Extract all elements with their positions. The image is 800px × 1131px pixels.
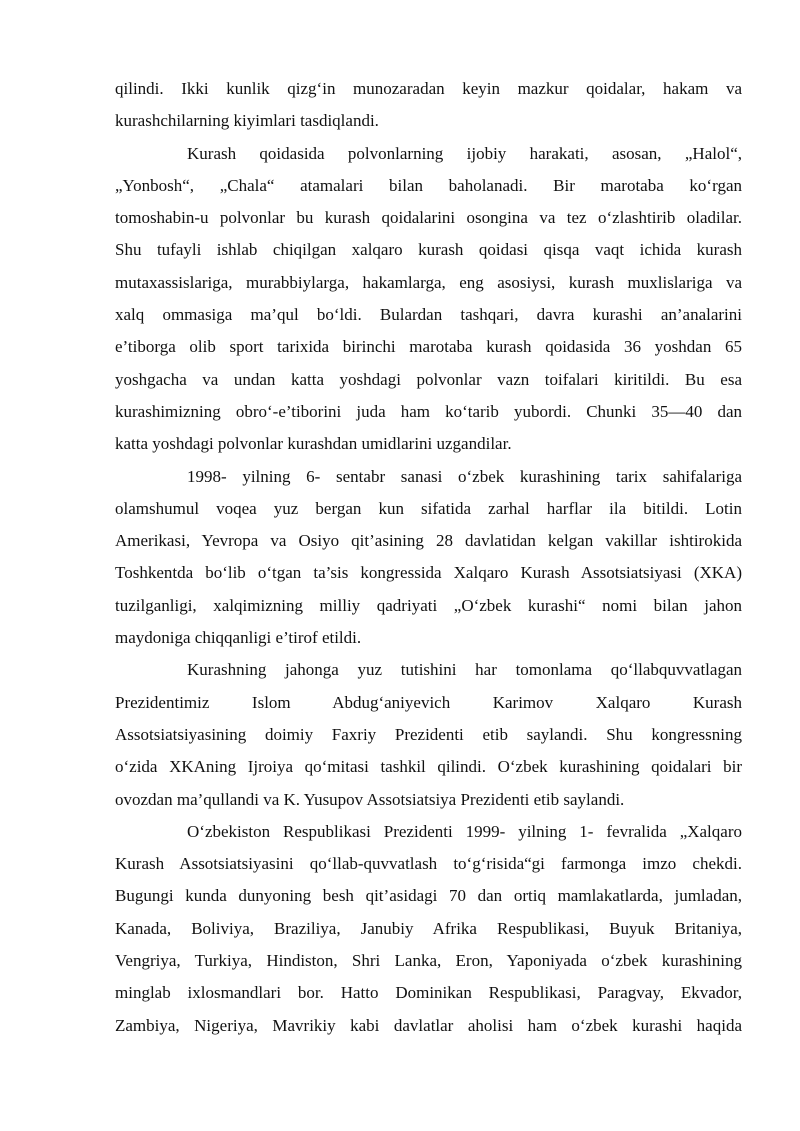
- text-line: Bugungi kunda dunyoning besh qit’asidagi 70 dan ortiq mamlakatlarda, jumladan,: [115, 886, 742, 906]
- text-line: 1998- yilning 6- sentabr sanasi o‘zbek kurashining tarix sahifalariga: [187, 466, 742, 486]
- text-line: ovozdan ma’qullandi va K. Yusupov Assotsiatsiya Prezidenti etib saylandi.: [115, 789, 625, 809]
- document-page: [115, 73, 742, 1042]
- text-line: Kurash qoidasida polvonlarning ijobiy harakati, asosan, „Halol“,: [187, 143, 742, 163]
- text-line: Kurashning jahonga yuz tutishini har tomonlama qo‘llabquvvatlagan: [187, 660, 742, 680]
- text-line: yoshgacha va undan katta yoshdagi polvonlar vazn toifalari kiritildi. Bu esa: [115, 369, 742, 389]
- text-line: mutaxassislariga, murabbiylarga, hakamlarga, eng asosiysi, kurash muxlislariga va: [115, 272, 742, 292]
- text-line: Kanada, Boliviya, Braziliya, Janubiy Afrika Respublikasi, Buyuk Britaniya,: [115, 918, 742, 938]
- text-line: O‘zbekiston Respublikasi Prezidenti 1999- yilning 1- fevralida „Xalqaro: [187, 821, 742, 841]
- text-line: Toshkentda bo‘lib o‘tgan ta’sis kongressida Xalqaro Kurash Assotsiatsiyasi (XKA): [115, 563, 742, 583]
- text-line: kurashchilarning kiyimlari tasdiqlandi.: [115, 111, 379, 131]
- text-line: Kurash Assotsiatsiyasini qo‘llab-quvvatlash to‘g‘risida“gi farmonga imzo chekdi.: [115, 854, 742, 874]
- text-line: Assotsiatsiyasining doimiy Faxriy Prezidenti etib saylandi. Shu kongressning: [115, 724, 742, 744]
- text-line: qilindi. Ikki kunlik qizg‘in munozaradan keyin mazkur qoidalar, hakam va: [115, 79, 742, 98]
- text-line: maydoniga chiqqanligi e’tirof etildi.: [115, 628, 362, 648]
- text-line: Shu tufayli ishlab chiqilgan xalqaro kurash qoidasi qisqa vaqt ichida kurash: [115, 240, 742, 260]
- text-line: Vengriya, Turkiya, Hindiston, Shri Lanka, Eron, Yaponiyada o‘zbek kurashining: [115, 951, 742, 971]
- text-line: Prezidentimiz Islom Abdug‘aniyevich Karimov Xalqaro Kurash: [115, 692, 742, 712]
- text-line: katta yoshdagi polvonlar kurashdan umidlarini uzgandilar.: [115, 434, 512, 454]
- text-line: e’tiborga olib sport tarixida birinchi marotaba kurash qoidasida 36 yoshdan 65: [115, 337, 742, 357]
- text-line: o‘zida XKAning Ijroiya qo‘mitasi tashkil qilindi. O‘zbek kurashining qoidalari bir: [115, 757, 742, 777]
- text-line: kurashimizning obro‘-e’tiborini juda ham ko‘tarib yubordi. Chunki 35—40 dan: [115, 401, 742, 421]
- text-line: tomoshabin-u polvonlar bu kurash qoidalarini osongina va tez o‘zlashtirib oladilar.: [115, 208, 742, 228]
- text-line: Amerikasi, Yevropa va Osiyo qit’asining 28 davlatidan kelgan vakillar ishtirokida: [115, 531, 742, 551]
- text-line: olamshumul voqea yuz bergan kun sifatida zarhal harflar ila bitildi. Lotin: [115, 498, 742, 518]
- text-line: minglab ixlosmandlari bor. Hatto Dominikan Respublikasi, Paragvay, Ekvador,: [115, 983, 742, 1003]
- text-line: Zambiya, Nigeriya, Mavrikiy kabi davlatlar aholisi ham o‘zbek kurashi haqida: [115, 1015, 742, 1035]
- text-line: „Yonbosh“, „Chala“ atamalari bilan baholanadi. Bir marotaba ko‘rgan: [115, 175, 742, 195]
- text-line: tuzilganligi, xalqimizning milliy qadriyati „O‘zbek kurashi“ nomi bilan jahon: [115, 595, 742, 615]
- text-line: xalq ommasiga ma’qul bo‘ldi. Bulardan tashqari, davra kurashi an’analarini: [115, 305, 742, 325]
